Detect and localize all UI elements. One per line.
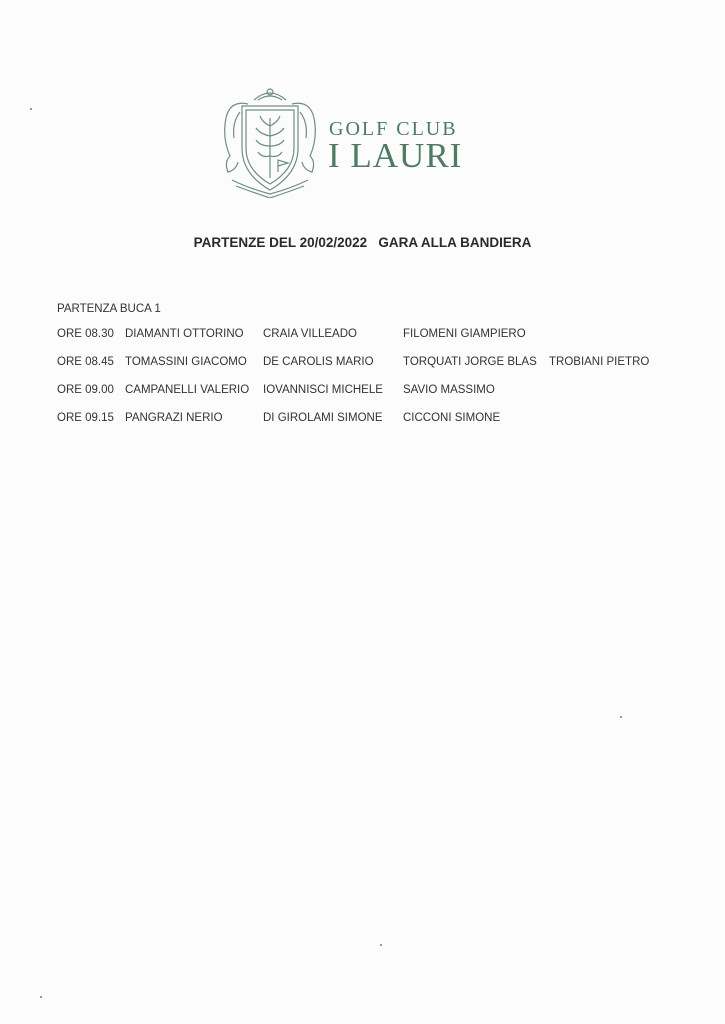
brand-name-top: GOLF CLUB [329,118,458,140]
player-name [549,384,649,412]
tee-time: ORE 08.45 [57,356,114,368]
player-name: CAMPANELLI VALERIO [125,384,250,396]
table-row [57,412,649,440]
tee-time: ORE 08.30 [57,328,114,340]
player-name: IOVANNISCI MICHELE [263,384,383,396]
table-row [57,356,649,384]
player-name: CRAIA VILLEADO [263,328,357,340]
tee-time: ORE 09.15 [57,412,114,424]
player-name: DI GIROLAMI SIMONE [263,412,383,424]
player-name: TROBIANI PIETRO [549,356,650,368]
tee-time-table [57,328,649,440]
scan-speck [40,996,42,998]
tee-time: ORE 09.00 [57,384,114,396]
brand-name-main: I LAURI [328,136,463,175]
table-row [57,384,649,412]
player-name: TOMASSINI GIACOMO [125,356,247,368]
player-name: PANGRAZI NERIO [125,412,223,424]
scan-speck [380,944,382,946]
player-name: SAVIO MASSIMO [403,384,495,396]
page-title: PARTENZE DEL 20/02/2022 GARA ALLA BANDIERA [193,235,532,250]
player-name [549,328,649,356]
table-row [57,328,649,356]
player-name: DIAMANTI OTTORINO [125,328,244,340]
player-name: CICCONI SIMONE [403,412,501,424]
scan-speck [30,108,32,110]
player-name: FILOMENI GIAMPIERO [403,328,526,340]
player-name [549,412,649,440]
club-logo [214,82,494,200]
player-name: DE CAROLIS MARIO [263,356,374,368]
laurel-crest-icon [218,82,322,198]
section-heading: PARTENZA BUCA 1 [57,303,161,315]
scan-speck [620,716,622,718]
player-name: TORQUATI JORGE BLAS [403,356,537,368]
